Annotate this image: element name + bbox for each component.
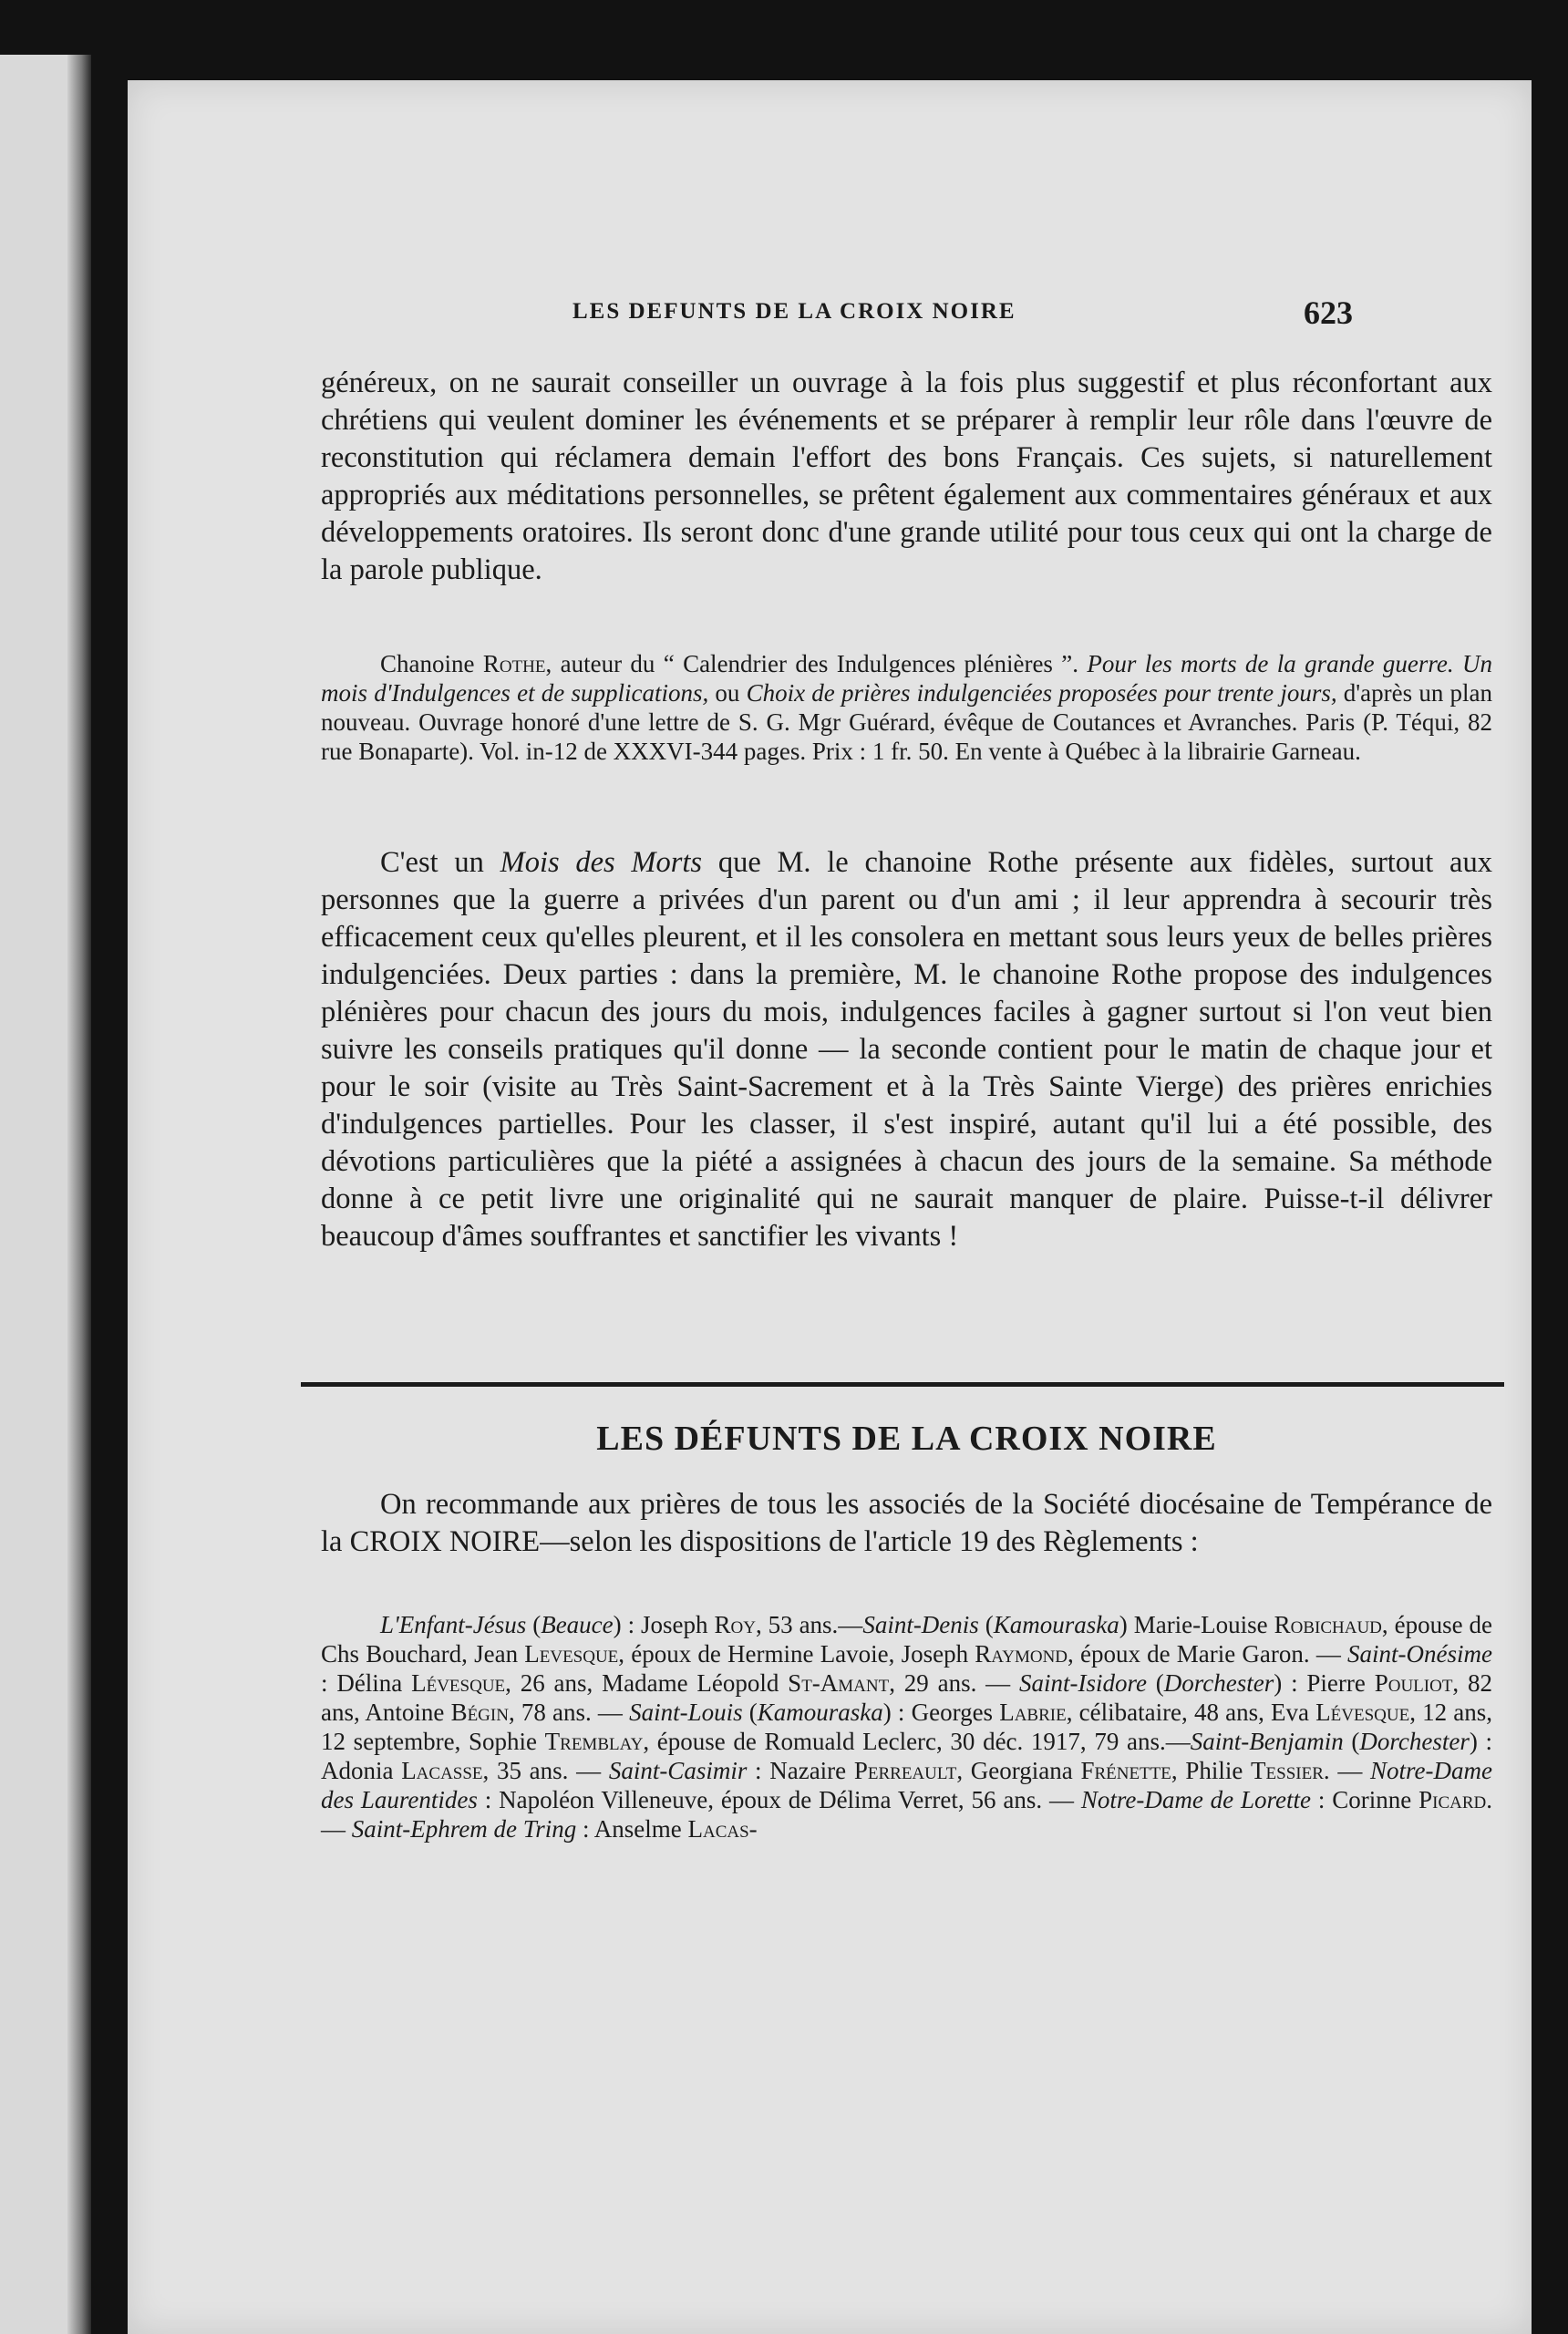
book-reference-text: Chanoine Rothe, auteur du “ Calendrier des Indulgences plénières ”. Pour les morts de la grande guerre. Un mois d'Indulgences et de supplications, ou Choix de prières indulgenciées proposées pour trente jours, d'après un plan nouveau. Ouvrage honoré d'une lettre de S. G. Mgr Guérard, évêque de Coutances et Avranches. Paris (P. Téqui, 82 rue Bonaparte). Vol. in-12 de XXXVI-344 pages. Prix : 1 fr. 50. En vente à Québec à la librairie Garneau.	[321, 650, 1492, 765]
author-name: Rothe	[482, 650, 546, 677]
paragraph-continuation	[321, 365, 1492, 589]
left-page-edge	[0, 55, 91, 2334]
page-header	[128, 294, 1532, 354]
review-text: C'est un Mois des Morts que M. le chanoine Rothe présente aux fidèles, surtout aux personnes que la guerre a privées d'un parent ou d'un ami ; il leur apprendra à secourir très efficacement ceux qu'elles pleurent, et il les consolera en mettant sous leurs yeux de belles prières indulgenciées. Deux parties : dans la première, M. le chanoine Rothe propose des indulgences plénières pour chacun des jours du mois, indulgences faciles à gagner surtout si l'on veut bien suivre les conseils pratiques qu'il donne — la seconde contient pour le matin de chaque jour et pour le soir (visite au Très Saint-Sacrement et à la Très Sainte Vierge) des prières enrichies d'indulgences partielles. Pour les classer, il s'est inspiré, autant qu'il lui a été possible, des dévotions particulières que la piété a assignées à chacun des jours de la semaine. Sa méthode donne à ce petit livre une originalité qui ne saurait manquer de plaire. Puisse-t-il délivrer beaucoup d'âmes souffrantes et sanctifier les vivants !	[321, 846, 1492, 1253]
section-title: LES DÉFUNTS DE LA CROIX NOIRE	[596, 1420, 1217, 1458]
work-title: Mois des Morts	[500, 846, 703, 879]
book-gutter	[67, 55, 91, 2334]
page-number: 623	[1304, 294, 1353, 331]
book-review	[321, 844, 1492, 1255]
book-subtitle: Choix de prières indulgenciées proposées pour trente jours,	[746, 679, 1337, 707]
book-page	[128, 80, 1532, 2334]
paragraph-text: généreux, on ne saurait conseiller un ouvrage à la fois plus suggestif et plus réconfortant aux chrétiens qui veulent dominer les événements et se préparer à remplir leur rôle dans l'œuvre de reconstitution qui réclamera demain l'effort des bons Français. Ces sujets, si naturellement appropriés aux méditations personnelles, se prêtent également aux commentaires généraux et aux développements oratoires. Ils seront donc d'une grande utilité pour tous ceux qui ont la charge de la parole publique.	[321, 367, 1492, 586]
section-intro	[321, 1486, 1492, 1561]
obituary-text: L'Enfant-Jésus (Beauce) : Joseph Roy, 53 ans.—Saint-Denis (Kamouraska) Marie-Louise Robichaud, épouse de Chs Bouchard, Jean Levesque, époux de Hermine Lavoie, Joseph Raymond, époux de Marie Garon. — Saint-Onésime : Délina Lévesque, 26 ans, Madame Léopold St-Amant, 29 ans. — Saint-Isidore (Dorchester) : Pierre Pouliot, 82 ans, Antoine Bégin, 78 ans. — Saint-Louis (Kamouraska) : Georges Labrie, célibataire, 48 ans, Eva Lévesque, 12 ans, 12 septembre, Sophie Tremblay, épouse de Romuald Leclerc, 30 déc. 1917, 79 ans.—Saint-Benjamin (Dorchester) : Adonia Lacasse, 35 ans. — Saint-Casimir : Nazaire Perreault, Georgiana Frénette, Philie Tessier. — Notre-Dame des Laurentides : Napoléon Villeneuve, époux de Délima Verret, 56 ans. — Notre-Dame de Lorette : Corinne Picard.— Saint-Ephrem de Tring : Anselme Lacas-	[321, 1611, 1492, 1843]
obituary-list	[321, 1610, 1492, 1843]
book-reference	[321, 649, 1492, 766]
book-title: Pour les morts de la grande guerre. Un mois d'Indulgences et de supplications,	[321, 650, 1492, 707]
running-title: LES DEFUNTS DE LA CROIX NOIRE	[573, 299, 1016, 324]
section-divider	[301, 1382, 1504, 1387]
section-intro-text: On recommande aux prières de tous les associés de la Société diocésaine de Tempérance de la CROIX NOIRE—selon les dispositions de l'article 19 des Règlements :	[321, 1488, 1492, 1558]
